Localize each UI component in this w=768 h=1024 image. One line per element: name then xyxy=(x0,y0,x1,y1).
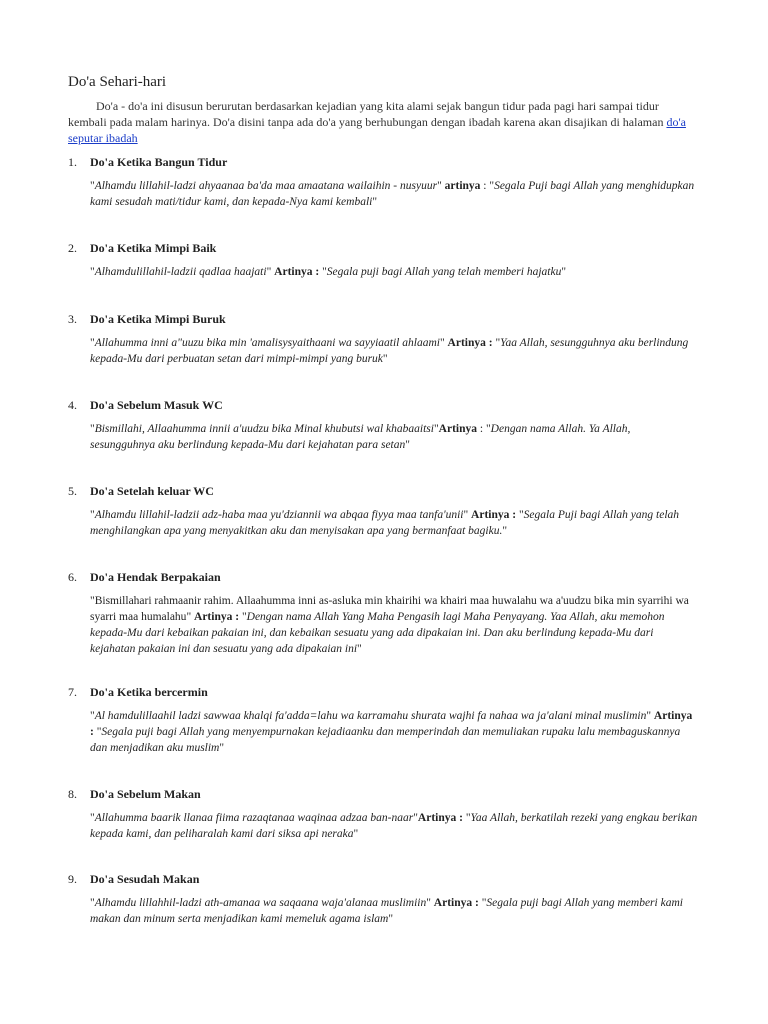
doa-item-8 xyxy=(68,786,698,842)
doa-meaning-text: Dengan nama Allah. Ya Allah, sesungguhnya aku berlindung kepada-Mu dari kejahatan para setan xyxy=(90,423,631,451)
quote-end: " xyxy=(561,266,567,278)
doa-item-7 xyxy=(68,684,698,756)
item-number: 7. xyxy=(68,685,77,699)
doa-item-5 xyxy=(68,483,698,539)
artinya-label: artinya xyxy=(444,180,481,192)
doa-arabic-text: Al hamdulillaahil ladzi sawwaa khalqi fa'adda=lahu wa karramahu shurata wajhi fa nahaa wa ja'alani minal muslimin xyxy=(94,710,647,722)
item-number: 8. xyxy=(68,787,77,801)
doa-meaning-text: Segala puji bagi Allah yang telah memberi hajatku xyxy=(326,266,562,278)
quote-close: " xyxy=(437,180,445,192)
quote-close: " xyxy=(646,710,654,722)
item-title: Do'a Sebelum Makan xyxy=(90,787,201,801)
quote-end: " xyxy=(372,196,378,208)
artinya-label: Artinya : xyxy=(447,337,493,349)
separator: " xyxy=(462,812,471,824)
intro-text: Do'a - do'a ini disusun berurutan berdasarkan kejadian yang kita alami sejak bangun tidur pada pagi hari sampai tidur kembali pada malam harinya. Do'a disini tanpa ada do'a yang berhubungan dengan ibadah karena akan disajikan di halaman xyxy=(68,99,667,129)
separator: " xyxy=(492,337,501,349)
doa-item-1 xyxy=(68,154,698,210)
artinya-label: Artinya : xyxy=(433,897,479,909)
doa-item-text xyxy=(90,335,698,367)
doa-item-text xyxy=(90,264,698,280)
quote-end: " xyxy=(382,353,388,365)
doa-item-text xyxy=(90,178,698,210)
doa-item-2 xyxy=(68,240,698,280)
doa-item-text xyxy=(90,895,698,927)
doa-item-heading xyxy=(68,871,698,887)
artinya-label: Artinya : xyxy=(194,611,240,623)
quote-open: " xyxy=(90,180,95,192)
item-number: 3. xyxy=(68,312,77,326)
doa-arabic-text: Alhamdu lillahil-ladzi ahyaanaa ba'da maa amaatana wailaihin - nusyuur xyxy=(94,180,438,192)
doa-meaning-text: Dengan nama Allah Yang Maha Pengasih lagi Maha Penyayang. Yaa Allah, aku memohon kepada-Mu dari kebaikan pakaian ini, dan kebaikan sesuatu yang ada dipakaian ini. Dan aku berlindung kepada-Mu dari kejahatan pakaian ini dan sesuatu yang ada dipakaian ini xyxy=(90,611,665,655)
doa-item-4 xyxy=(68,397,698,453)
quote-open: " xyxy=(90,266,95,278)
item-title: Do'a Ketika bercermin xyxy=(90,685,208,699)
quote-close: " xyxy=(426,897,434,909)
quote-end: " xyxy=(353,828,359,840)
quote-end: " xyxy=(219,742,225,754)
item-title: Do'a Sebelum Masuk WC xyxy=(90,398,223,412)
doa-item-text xyxy=(90,421,698,453)
separator: " xyxy=(319,266,327,278)
quote-open: " xyxy=(90,897,95,909)
quote-end: " xyxy=(502,525,508,537)
quote-open: " xyxy=(90,423,95,435)
quote-open: " xyxy=(90,337,95,349)
quote-open: " xyxy=(90,595,95,607)
item-number: 6. xyxy=(68,570,77,584)
item-number: 9. xyxy=(68,872,77,886)
item-title: Do'a Ketika Mimpi Baik xyxy=(90,241,217,255)
separator: : " xyxy=(480,180,495,192)
doa-arabic-text: Alhamdu lillahhil-ladzi ath-amanaa wa saqaana waja'alanaa muslimiin xyxy=(94,897,427,909)
separator: " xyxy=(516,509,524,521)
doa-item-heading xyxy=(68,684,698,700)
doa-arabic-text: Alhamdulillahil-ladzii qadlaa haajati xyxy=(94,266,267,278)
doa-meaning-text: Segala Puji bagi Allah yang telah menghilangkan apa yang menyakitkan aku dan menyisakan apa yang bermanfaat bagiku. xyxy=(90,509,680,537)
item-number: 5. xyxy=(68,484,77,498)
doa-meaning-text: Segala puji bagi Allah yang memberi kami makan dan minum serta menjadikan kami memeluk agama islam xyxy=(90,897,683,925)
item-title: Do'a Ketika Mimpi Buruk xyxy=(90,312,226,326)
artinya-label: Artinya : xyxy=(471,509,517,521)
item-title: Do'a Sesudah Makan xyxy=(90,872,200,886)
item-number: 1. xyxy=(68,155,77,169)
quote-close: " xyxy=(413,812,418,824)
item-title: Do'a Hendak Berpakaian xyxy=(90,570,221,584)
artinya-label: Artinya xyxy=(438,423,478,435)
quote-end: " xyxy=(388,913,394,925)
artinya-label: Artinya : xyxy=(90,710,693,738)
quote-close: " xyxy=(433,423,439,435)
doa-arabic-text: Bismillahari rahmaanir rahim. Allaahumma inni as-asluka min khairihi wa khairi maa huwalahu wa a'uudzu bika min syarrihi wa syarri maa humalahu xyxy=(90,595,689,623)
doa-item-heading xyxy=(68,311,698,327)
doa-meaning-text: Yaa Allah, berkatilah rezeki yang engkau berikan kepada kami, dan peliharalah kami dari siksa api neraka xyxy=(90,812,698,840)
quote-open: " xyxy=(90,710,95,722)
item-title: Do'a Setelah keluar WC xyxy=(90,484,214,498)
doa-meaning-text: Segala Puji bagi Allah yang menghidupkan kami sesudah mati/tidur kami, dan kepada-Nya kami kembali xyxy=(90,180,695,208)
doa-arabic-text: Allahumma baarik llanaa fiima razaqtanaa waqinaa adzaa ban-naar xyxy=(94,812,414,824)
quote-close: " xyxy=(186,611,195,623)
item-title: Do'a Ketika Bangun Tidur xyxy=(90,155,228,169)
item-number: 4. xyxy=(68,398,77,412)
item-number: 2. xyxy=(68,241,77,255)
doa-item-text xyxy=(90,708,698,756)
doa-item-text xyxy=(90,507,698,539)
separator: " xyxy=(478,897,487,909)
doa-meaning-text: Yaa Allah, sesungguhnya aku berlindung kepada-Mu dari perbuatan setan dari mimpi-mimpi yang buruk xyxy=(90,337,689,365)
separator: " xyxy=(239,611,247,623)
doa-arabic-text: Alhamdu lillahil-ladzii adz-haba maa yu'dziannii wa abqaa fiyya maa tanfa'unii xyxy=(94,509,464,521)
doa-meaning-text: Segala puji bagi Allah yang menyempurnakan kejadiaanku dan memperindah dan memuliakan rupaku lalu membaguskannya dan menjadikan aku muslim xyxy=(90,726,681,754)
doa-seputar-ibadah-link[interactable]: do'a seputar ibadah xyxy=(68,115,686,145)
artinya-label: Artinya : xyxy=(417,812,463,824)
quote-close: " xyxy=(463,509,472,521)
doa-item-text xyxy=(90,593,698,657)
artinya-label: Artinya : xyxy=(274,266,320,278)
quote-close: " xyxy=(266,266,275,278)
doa-item-heading xyxy=(68,240,698,256)
quote-open: " xyxy=(90,812,95,824)
doa-item-heading xyxy=(68,154,698,170)
quote-close: " xyxy=(439,337,448,349)
intro-paragraph xyxy=(68,98,698,146)
doa-item-heading xyxy=(68,483,698,499)
doa-item-3 xyxy=(68,311,698,367)
doa-item-heading xyxy=(68,786,698,802)
doa-item-heading xyxy=(68,569,698,585)
separator: : " xyxy=(477,423,491,435)
quote-open: " xyxy=(90,509,95,521)
doa-item-text xyxy=(90,810,698,842)
quote-end: " xyxy=(405,439,410,451)
quote-end: " xyxy=(357,643,362,655)
separator: " xyxy=(93,726,102,738)
doa-item-6 xyxy=(68,569,698,657)
page-title: Do'a Sehari-hari xyxy=(68,74,167,90)
doa-item-9 xyxy=(68,871,698,927)
doa-arabic-text: Allahumma inni a"uuzu bika min 'amalisysyaithaani wa sayyiaatil ahlaami xyxy=(94,337,440,349)
doa-item-heading xyxy=(68,397,698,413)
doa-arabic-text: Bismillahi, Allaahumma innii a'uudzu bika Minal khubutsi wal khabaaitsi xyxy=(94,423,434,435)
